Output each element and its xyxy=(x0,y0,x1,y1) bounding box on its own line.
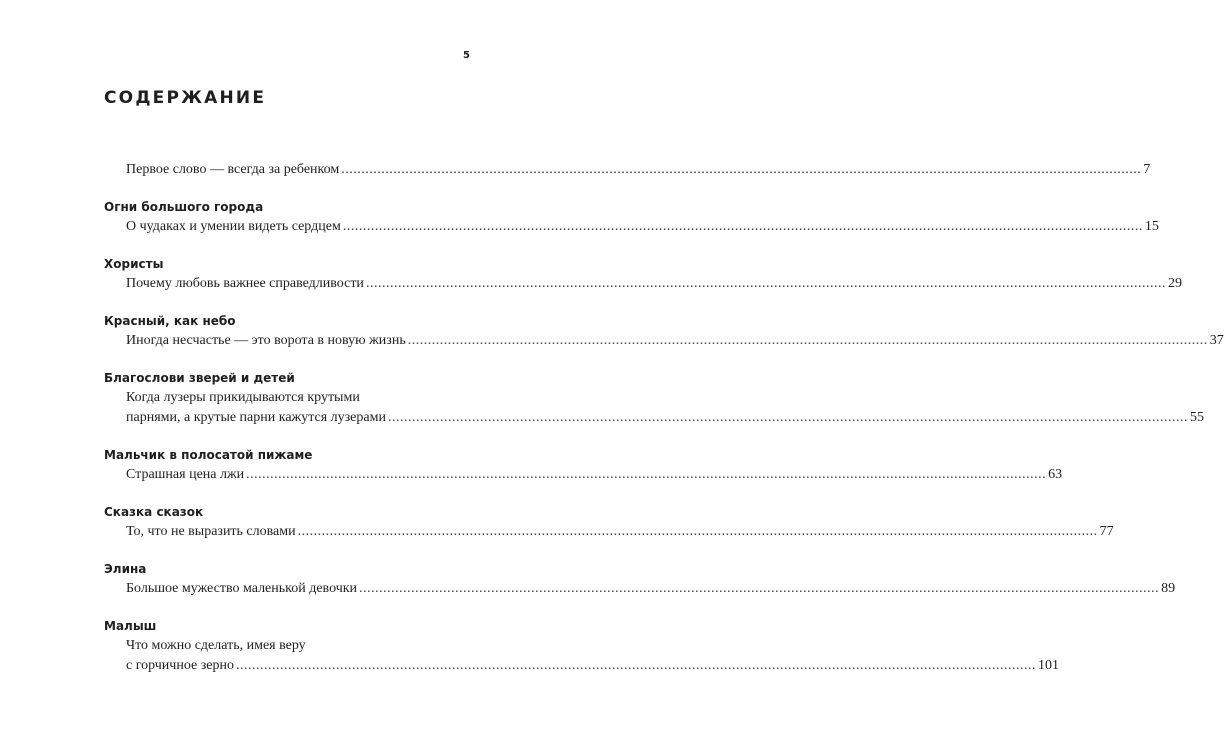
toc-line[interactable] xyxy=(104,656,1059,676)
toc-page-number: 63 xyxy=(1048,467,1063,482)
toc-subtitle: Большое мужество маленькой девочки xyxy=(126,581,358,596)
toc-line[interactable] xyxy=(104,636,472,656)
toc-subtitle: Почему любовь важнее справедливости xyxy=(126,276,364,291)
toc-line[interactable] xyxy=(104,160,1151,180)
dot-leader: ........................................................................................................................................................................................................ xyxy=(342,219,1143,234)
toc-subtitle: с горчичное зерно xyxy=(126,658,234,673)
toc-entry xyxy=(104,559,1176,599)
toc-entry xyxy=(104,254,1182,294)
toc-page-number: 101 xyxy=(1037,658,1059,673)
toc-title[interactable]: Элина xyxy=(104,562,147,576)
toc-subtitle: Первое слово — всегда за ребенком xyxy=(126,162,340,177)
toc-title[interactable]: Хористы xyxy=(104,257,164,271)
toc-entry xyxy=(104,197,1159,237)
toc-title[interactable]: Сказка сказок xyxy=(104,505,204,519)
page-title: СОДЕРЖАНИЕ xyxy=(104,88,267,108)
toc-page-number: 89 xyxy=(1161,581,1176,596)
dot-leader: ........................................................................................................................................................................................................ xyxy=(407,333,1208,348)
toc-line[interactable] xyxy=(104,465,1063,485)
toc-title[interactable]: Огни большого города xyxy=(104,200,264,214)
toc-entry xyxy=(104,502,1114,542)
toc-page-number: 29 xyxy=(1167,276,1182,291)
toc-line[interactable] xyxy=(104,331,1224,351)
dot-leader: ........................................................................................................................................................................................................ xyxy=(341,162,1142,177)
toc-entry xyxy=(104,160,1151,180)
toc-subtitle: парнями, а крутые парни кажутся лузерами xyxy=(126,410,386,425)
page-number: 5 xyxy=(463,50,470,61)
toc-subtitle: О чудаках и умении видеть сердцем xyxy=(126,219,341,234)
toc-line[interactable] xyxy=(104,408,1204,428)
toc-entry xyxy=(104,311,1224,351)
toc-entry xyxy=(104,368,1204,428)
dot-leader: ........................................................................................................................................................................................................ xyxy=(365,276,1166,291)
dot-leader: ........................................................................................................................................................................................................ xyxy=(246,467,1047,482)
toc-line[interactable] xyxy=(104,522,1114,542)
toc-line[interactable] xyxy=(104,274,1182,294)
toc-subtitle: То, что не выразить словами xyxy=(126,524,296,539)
toc-title[interactable]: Благослови зверей и детей xyxy=(104,371,295,385)
toc-entry xyxy=(104,445,1063,485)
toc-page-number: 77 xyxy=(1099,524,1114,539)
toc-subtitle: Что можно сделать, имея веру xyxy=(126,638,306,653)
table-of-contents xyxy=(104,160,1224,693)
dot-leader: ........................................................................................................................................................................................................ xyxy=(359,581,1160,596)
toc-line[interactable] xyxy=(104,388,472,408)
toc-page-number: 55 xyxy=(1189,410,1204,425)
toc-line[interactable] xyxy=(104,579,1176,599)
dot-leader: ........................................................................................................................................................................................................ xyxy=(387,410,1188,425)
toc-title[interactable]: Мальчик в полосатой пижаме xyxy=(104,448,313,462)
toc-title[interactable]: Малыш xyxy=(104,619,157,633)
toc-subtitle: Когда лузеры прикидываются крутыми xyxy=(126,390,360,405)
toc-title[interactable]: Красный, как небо xyxy=(104,314,236,328)
toc-page-number: 7 xyxy=(1143,162,1151,177)
toc-subtitle: Страшная цена лжи xyxy=(126,467,245,482)
dot-leader: ........................................................................................................................................................................................................ xyxy=(235,658,1036,673)
dot-leader: ........................................................................................................................................................................................................ xyxy=(297,524,1098,539)
toc-page-number: 37 xyxy=(1209,333,1224,348)
toc-page-number: 15 xyxy=(1144,219,1159,234)
toc-subtitle: Иногда несчастье — это ворота в новую жизнь xyxy=(126,333,406,348)
toc-entry xyxy=(104,616,1059,676)
toc-line[interactable] xyxy=(104,217,1159,237)
